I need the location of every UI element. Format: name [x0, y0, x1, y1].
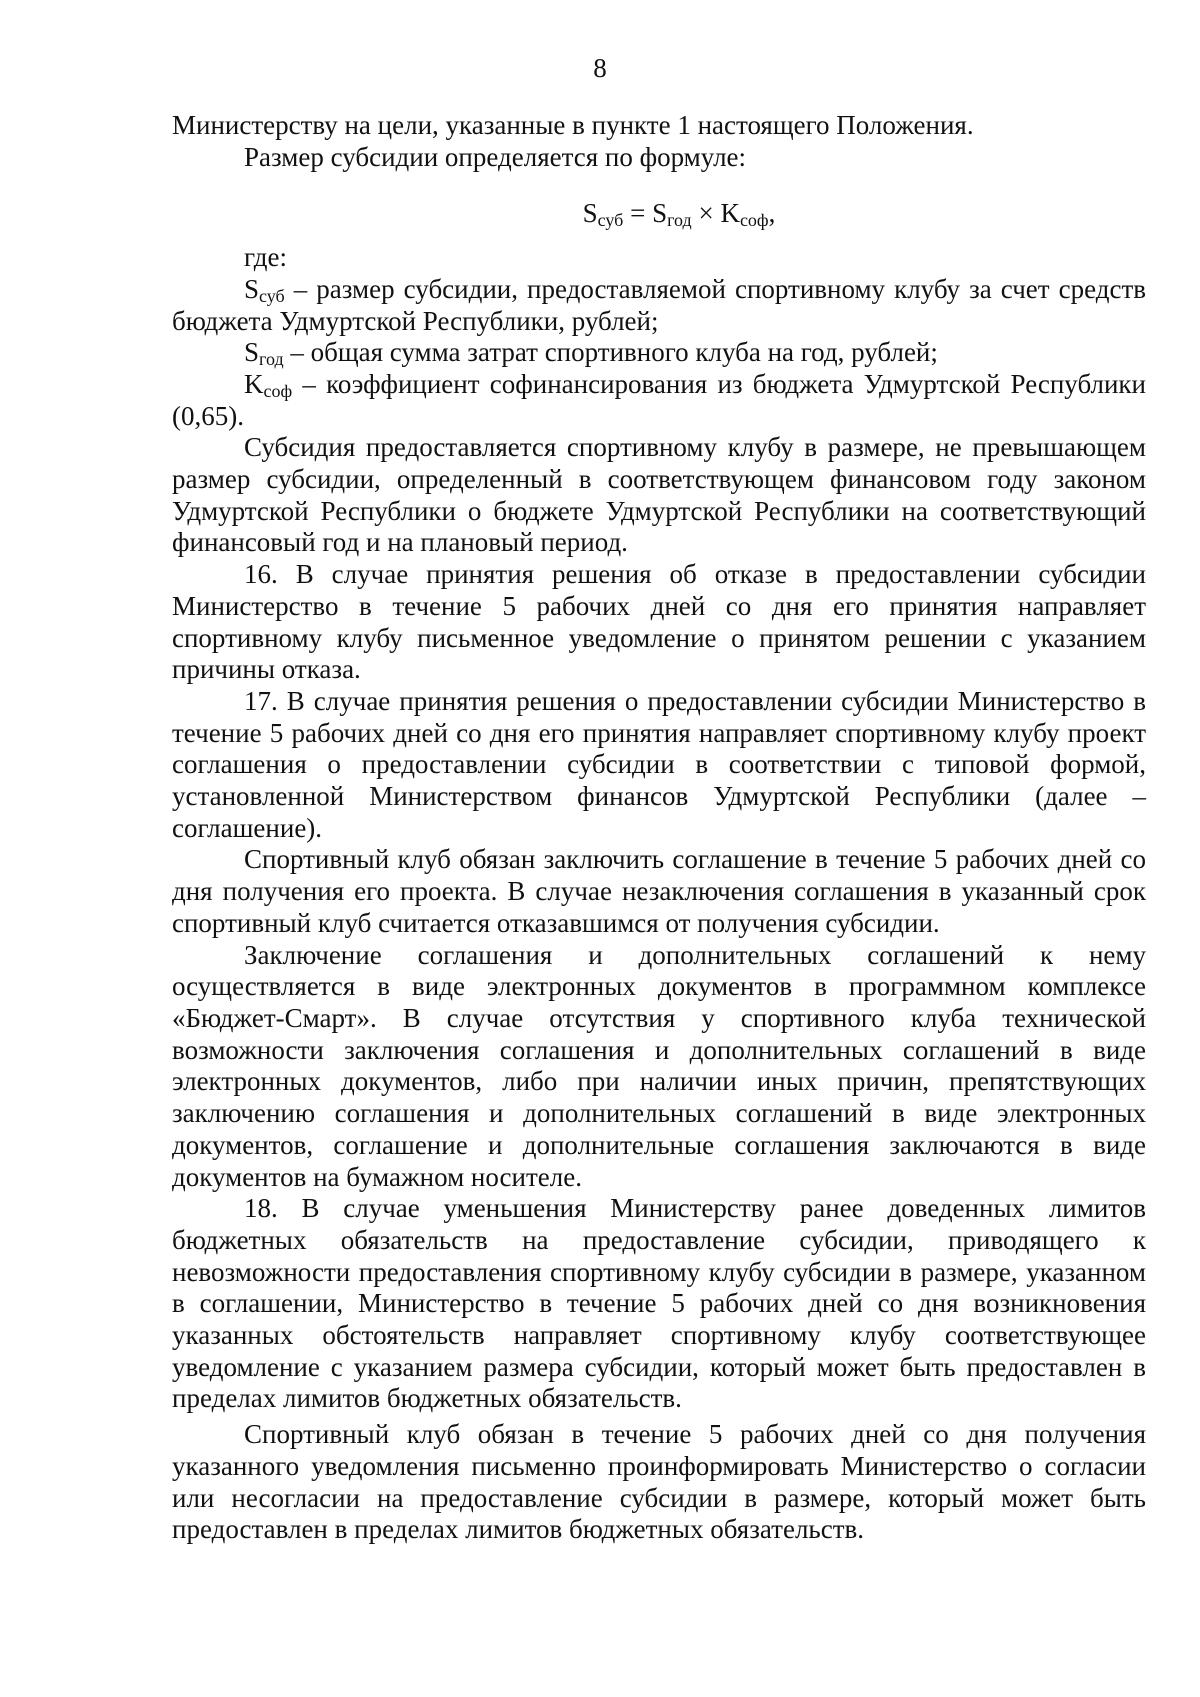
paragraph-continuation: Министерству на цели, указанные в пункте 1 настоящего Положения.: [172, 110, 974, 140]
definition-k-sof-text: – коэффициент софинансирования из бюджета Удмуртской Республики (0,65).: [172, 368, 1146, 431]
formula-s-god-symbol: S: [652, 198, 668, 229]
definition-s-sub: [172, 274, 1146, 337]
definition-k-sof: [172, 369, 1146, 432]
subsidy-formula: [172, 198, 1146, 237]
definition-k-sof-symbol: K: [244, 368, 264, 399]
definition-s-god-text: – общая сумма затрат спортивного клуба на год, рублей;: [283, 337, 938, 368]
paragraph-formula-intro: Размер субсидии определяется по формуле:: [244, 141, 747, 172]
paragraph-subsidy-limit: Субсидия предоставляется спортивному клубу в размере, не превышающем размер субсидии, определенный в соответствующем финансовом году законом Удмуртской Республики о бюджете Удмуртской Республики на соответствующий финансовый год и на плановый период.: [172, 432, 1146, 558]
page-number: 8: [593, 53, 607, 83]
paragraph-17-electronic: Заключение соглашения и дополнительных соглашений к нему осуществляется в виде электронных документов в программном комплексе «Бюджет-Смарт». В случае отсутствия у спортивного клуба технической возможности заключения соглашения и дополнительных соглашений в виде электронных документов, либо при наличии иных причин, препятствующих заключению соглашения и дополнительных соглашений в виде электронных документов, соглашение и дополнительные соглашения заключаются в виде документов на бумажном носителе.: [172, 939, 1146, 1192]
paragraph-18: 18. В случае уменьшения Министерству ранее доведенных лимитов бюджетных обязательств на предоставление субсидии, приводящего к невозможности предоставления спортивному клубу субсидии в размере, указанном в соглашении, Министерство в течение 5 рабочих дней со дня возникновения указанных обстоятельств направляет спортивному клубу соответствующее уведомление с указанием размера субсидии, который может быть предоставлен в пределах лимитов бюджетных обязательств.: [172, 1193, 1146, 1414]
paragraph-17: 17. В случае принятия решения о предоставлении субсидии Министерство в течение 5 рабочих дней со дня его принятия направляет спортивному клубу проект соглашения о предоставлении субсидии в соответствии с типовой формой, установленной Министерством финансов Удмуртской Республики (далее – соглашение).: [172, 685, 1146, 843]
definition-s-god-index: год: [259, 349, 284, 370]
definition-k-sof-index: соф: [263, 380, 293, 401]
definition-s-god: [172, 337, 1146, 369]
formula-s-sub-symbol: S: [582, 198, 598, 229]
definition-s-sub-text: – размер субсидии, предоставляемой спортивному клубу за счет средств бюджета Удмуртской Республики, рублей;: [172, 273, 1146, 336]
document-body: [172, 110, 1146, 1546]
paragraph-18-response: Спортивный клуб обязан в течение 5 рабочих дней со дня получения указанного уведомления письменно проинформировать Министерство о согласии или несогласии на предоставление субсидии в размере, который может быть предоставлен в пределах лимитов бюджетных обязательств.: [172, 1419, 1146, 1545]
definition-s-sub-index: суб: [259, 285, 285, 306]
formula-k-symbol: K: [720, 198, 740, 229]
formula-s-god-index: год: [667, 210, 692, 231]
formula-times: ×: [691, 198, 721, 229]
formula-comma: ,: [768, 198, 776, 229]
definition-s-sub-symbol: S: [244, 273, 260, 304]
paragraph-17-agreement: Спортивный клуб обязан заключить соглашение в течение 5 рабочих дней со дня получения его проекта. В случае незаключения соглашения в указанный срок спортивный клуб считается отказавшимся от получения субсидии.: [172, 844, 1146, 938]
paragraph-where: где:: [244, 242, 287, 273]
formula-k-index: соф: [739, 210, 769, 231]
formula-s-sub-index: суб: [597, 210, 624, 231]
formula-equals: =: [623, 198, 653, 229]
definition-s-god-symbol: S: [244, 337, 260, 368]
paragraph-16: 16. В случае принятия решения об отказе в предоставлении субсидии Министерство в течение 5 рабочих дней со дня его принятия направляет спортивному клубу письменное уведомление о принятом решении с указанием причины отказа.: [172, 559, 1146, 685]
